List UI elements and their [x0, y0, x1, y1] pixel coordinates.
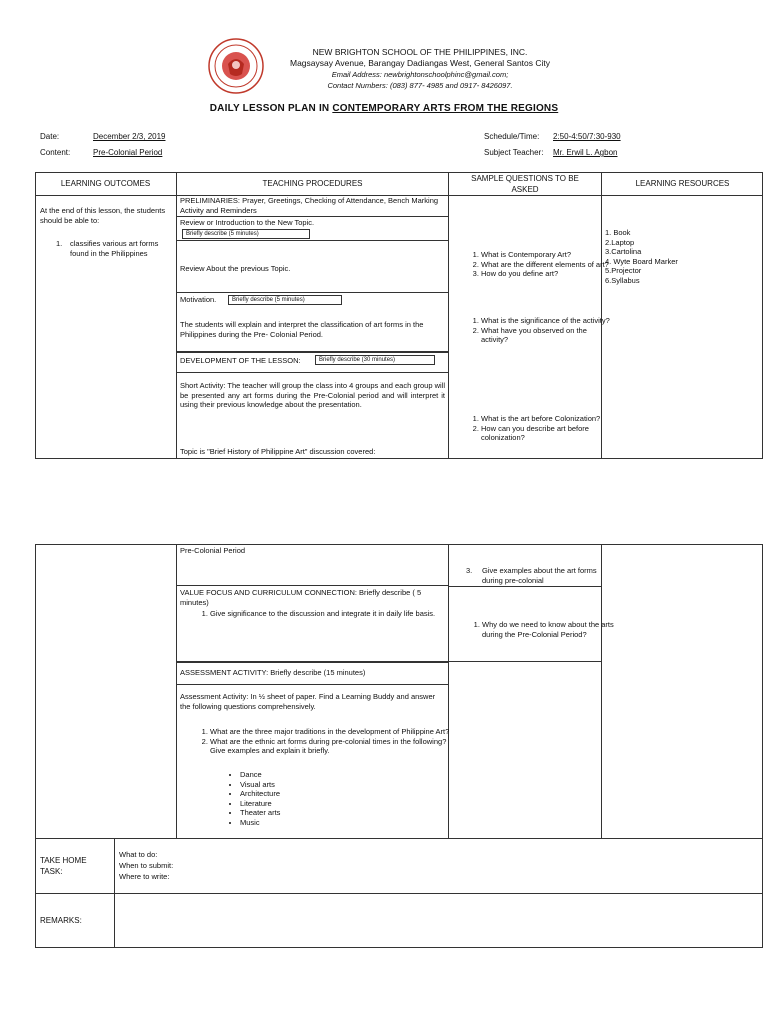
remarks-label: REMARKS: — [40, 916, 82, 925]
resource-item: 1. Book — [605, 228, 631, 237]
outcomes-item: classifies various art forms found in the Philippines — [70, 239, 159, 258]
assessment-text: Assessment Activity: In ½ sheet of paper. Find a Learning Buddy and answer the following questions comprehensively. — [180, 692, 436, 711]
content-label: Content: — [40, 148, 71, 157]
art-form-item: • Architecture — [240, 789, 390, 799]
value-focus-title: VALUE FOCUS AND CURRICULUM CONNECTION: Briefly describe ( 5 minutes) — [180, 588, 422, 607]
resource-item: 5.Projector — [605, 266, 642, 275]
art-form-item: • Music — [240, 818, 390, 828]
teacher-value: Mr. Erwil L. Agbon — [553, 148, 618, 157]
review-duration-box: Briefly describe (5 minutes) — [182, 229, 310, 239]
value-focus-list — [196, 609, 455, 619]
question-item: 2. What are the different elements of art? — [481, 260, 615, 270]
header-learning-outcomes: LEARNING OUTCOMES — [60, 179, 151, 188]
title-prefix: DAILY LESSON PLAN IN — [209, 103, 333, 114]
assessment-question: 1. What are the three major traditions in the development of Philippine Art? — [210, 727, 458, 737]
question-item: 1. What is the significance of the activity? — [481, 316, 615, 326]
art-forms-list — [228, 770, 390, 827]
school-contact: Contact Numbers: (083) 877- 4985 and 0917- 8426097. — [327, 81, 513, 90]
q3-text: Give examples about the art forms during pre-colonial — [482, 566, 597, 585]
motivation-duration-box: Briefly describe (5 minutes) — [228, 295, 342, 305]
assessment-title: ASSESSMENT ACTIVITY: Briefly describe (15 minutes) — [180, 668, 366, 677]
schedule-label: Schedule/Time: — [484, 132, 540, 141]
development-duration-box: Briefly describe (30 minutes) — [315, 355, 435, 365]
question-item: 2. How can you describe art before colonization? — [481, 424, 615, 443]
assessment-questions — [196, 727, 458, 756]
preliminaries-text: PRELIMINARIES: Prayer, Greetings, Checking of Attendance, Bench Marking Activity and Reminders — [180, 196, 439, 215]
school-name: NEW BRIGHTON SCHOOL OF THE PHILIPPINES, INC. — [312, 47, 528, 57]
outcomes-number: 1. — [56, 239, 63, 248]
question-item: 1. What is Contemporary Art? — [481, 250, 615, 260]
questions-group-1 — [465, 250, 615, 279]
q3-number: 3. — [466, 566, 473, 575]
value-question-list — [466, 620, 616, 639]
resource-item: 2.Laptop — [605, 237, 635, 247]
school-header — [240, 47, 600, 91]
resources-list — [605, 228, 678, 285]
schedule-value: 2:50-4:50/7:30-930 — [553, 132, 621, 141]
date-value: December 2/3, 2019 — [93, 132, 166, 141]
what-to-do-label: What to do: — [119, 850, 158, 859]
value-focus-item: 1. Give significance to the discussion and integrate it in daily life basis. — [210, 609, 455, 619]
development-topic: Topic is "Brief History of Philippine Art" discussion covered: — [180, 447, 376, 456]
art-form-item: • Dance — [240, 770, 390, 780]
header-teaching-procedures: TEACHING PROCEDURES — [262, 179, 363, 188]
teacher-label: Subject Teacher: — [484, 148, 544, 157]
questions-group-2 — [465, 316, 615, 345]
header-sample-questions: SAMPLE QUESTIONS TO BE ASKED — [471, 174, 579, 194]
questions-group-3 — [465, 414, 615, 443]
review-title: Review or Introduction to the New Topic. — [180, 218, 315, 227]
art-form-item: • Theater arts — [240, 808, 390, 818]
outcomes-intro: At the end of this lesson, the students should be able to: — [40, 206, 166, 225]
motivation-text: The students will explain and interpret the classification of art forms in the Philippines during the Pre- Colonial Period. — [180, 320, 424, 339]
assessment-question: 2. What are the ethnic art forms during pre-colonial times in the following? Give examples and explain it briefly. — [210, 737, 458, 756]
art-form-item: • Visual arts — [240, 780, 390, 790]
precolonial-text: Pre-Colonial Period — [180, 546, 246, 555]
development-title: DEVELOPMENT OF THE LESSON: — [180, 356, 301, 365]
question-item: 3. How do you define art? — [481, 269, 615, 279]
content-value: Pre-Colonial Period — [93, 148, 163, 157]
take-home-label: TAKE HOME TASK: — [40, 856, 87, 876]
date-label: Date: — [40, 132, 60, 141]
title-subject: CONTEMPORARY ARTS FROM THE REGIONS — [332, 103, 559, 114]
question-item: 1. What is the art before Colonization? — [481, 414, 615, 424]
art-form-item: • Literature — [240, 799, 390, 809]
development-text: Short Activity: The teacher will group the class into 4 groups and each group will be presented any art forms during the Pre-Colonial period and will interpret it using their previous knowledge about the presentation. — [180, 381, 446, 409]
where-to-write-label: Where to write: — [119, 872, 170, 881]
value-question-item: 1. Why do we need to know about the arts during the Pre-Colonial Period? — [482, 620, 616, 639]
document-title — [0, 103, 768, 114]
school-address: Magsaysay Avenue, Barangay Dadiangas West, General Santos City — [289, 58, 551, 68]
resource-item: 3.Cartolina — [605, 247, 642, 256]
when-to-submit-label: When to submit: — [119, 861, 174, 870]
resource-item: 6.Syllabus — [605, 275, 640, 285]
motivation-title: Motivation. — [180, 295, 217, 304]
resource-item: 4. Wyte Board Marker — [605, 256, 678, 266]
header-learning-resources: LEARNING RESOURCES — [635, 179, 730, 188]
question-item: 2. What have you observed on the activity? — [481, 326, 615, 345]
review-text: Review About the previous Topic. — [180, 264, 291, 273]
school-email: Email Address: newbrightonschoolphinc@gmail.com; — [331, 70, 509, 79]
